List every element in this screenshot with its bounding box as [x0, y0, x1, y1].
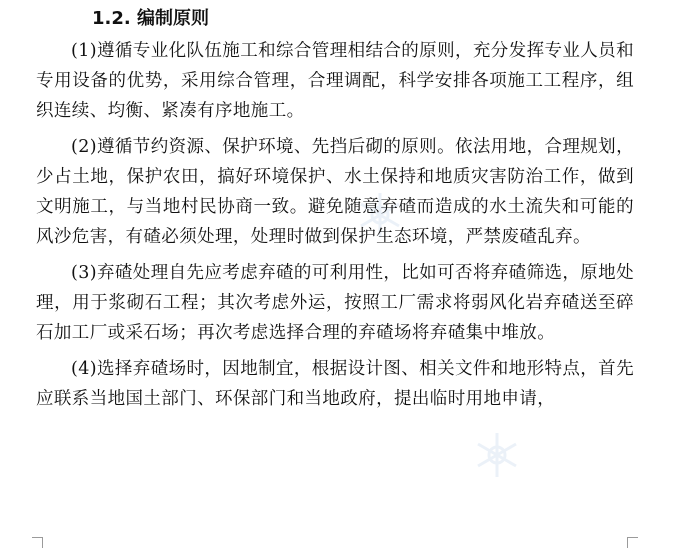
- body-text: [36, 36, 634, 420]
- margin-corner-mark-right: [627, 537, 638, 548]
- watermark-icon: [472, 430, 522, 480]
- paragraph-4: (4)选择弃碴场时，因地制宜，根据设计图、相关文件和地形特点，首先应联系当地国土部门、环保部门和当地政府，提出临时用地申请，: [36, 359, 634, 409]
- section-heading: 1.2. 编制原则: [92, 8, 209, 29]
- paragraph-2: (2)遵循节约资源、保护环境、先挡后砌的原则。依法用地，合理规划，少占土地，保护农田，搞好环境保护、水土保持和地质灾害防治工作，做到文明施工，与当地村民协商一致。避免随意弃碴而造成的水土流失和可能的风沙危害，有碴必须处理，处理时做到保护生态环境，严禁废碴乱弃。: [36, 137, 634, 247]
- paragraph-1: (1)遵循专业化队伍施工和综合管理相结合的原则，充分发挥专业人员和专用设备的优势，采用综合管理，合理调配，科学安排各项施工工程序，组织连续、均衡、紧凑有序地施工。: [36, 41, 634, 121]
- margin-corner-mark-left: [32, 537, 43, 548]
- paragraph-3: (3)弃碴处理自先应考虑弃碴的可利用性，比如可否将弃碴筛选，原地处理，用于浆砌石工程；其次考虑外运，按照工厂需求将弱风化岩弃碴送至碎石加工厂或采石场；再次考虑选择合理的弃碴场将弃碴集中堆放。: [36, 263, 634, 343]
